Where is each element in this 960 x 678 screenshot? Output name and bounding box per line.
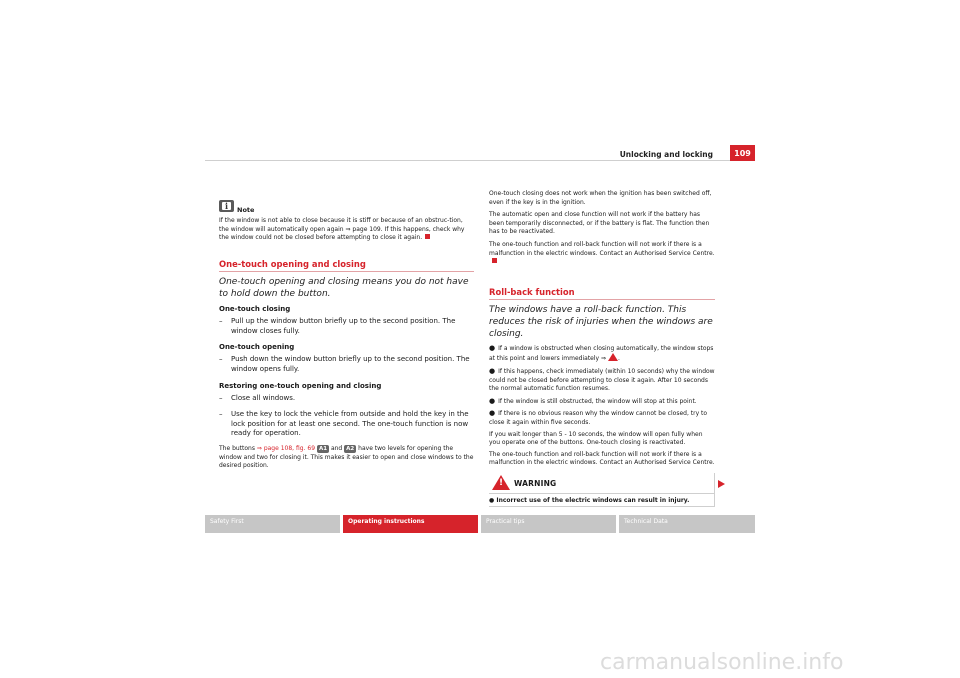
note-text: If the window is not able to close because it is stiff or because of an obstruc-tion, the window will automatically open again ⇒ page 109. If this happens, check why the window could not be closed before attempting to close it again.: [219, 217, 465, 242]
left-column: [219, 195, 474, 471]
heading-rule: [219, 271, 474, 272]
right-paragraph-2: The automatic open and close function will not work if the battery has been temporarily disconnected, or if the battery is flat. The function then has to be reactivated.: [489, 211, 710, 236]
buttons-paragraph: The buttons ⇒ page 108, fig. 69 A1 and A2 have two levels for opening the window and two for closing it. This makes it easier to open and close windows to the desired position.: [219, 445, 474, 470]
rollback-paragraph-2: The one-touch function and roll-back function will not work if there is a malfunction in the electric windows. Contact an Authorised Service Centre.: [489, 450, 715, 467]
warning-label: WARNING: [514, 478, 557, 488]
right-column: [489, 190, 715, 507]
subheading-closing: One-touch closing: [219, 304, 291, 313]
step-restoring-2: – Use the key to lock the vehicle from outside and hold the key in the lock position for at least one second. The one-touch function is now ready for operation.: [219, 410, 474, 439]
page-reference-link[interactable]: ⇒ page 108, fig. 69: [256, 445, 316, 453]
page-number: 109: [730, 145, 755, 161]
section-lead-one-touch: One-touch opening and closing means you do not have to hold down the button.: [219, 276, 469, 299]
bullet-dot-icon: ●: [489, 343, 496, 352]
bullet-dot-icon: ●: [489, 396, 496, 405]
step-opening: – Push down the window button briefly up to the second position. The window opens fully.: [219, 355, 474, 375]
info-note-icon: [219, 200, 234, 212]
right-paragraph-1: One-touch closing does not work when the ignition has been switched off, even if the key is in the ignition.: [489, 190, 712, 206]
watermark-text: carmanualsonline.info: [600, 650, 844, 675]
subheading-opening: One-touch opening: [219, 343, 295, 352]
running-header-title: Unlocking and locking: [619, 150, 713, 159]
warning-triangle-icon: [492, 475, 510, 490]
footer-tab-operating-instructions[interactable]: Operating instructions: [343, 515, 478, 533]
bullet-dot-icon: ●: [489, 409, 496, 418]
bullet-1: ● If a window is obstructed when closing automatically, the window stops at this point and lowers immediately ⇒ .: [489, 343, 714, 363]
right-paragraph-3: The one-touch function and roll-back function will not work if there is a malfunction in the electric windows. Contact an Authorised Service Centre.: [489, 241, 715, 267]
bullet-dot-icon: ●: [489, 366, 496, 375]
section-end-mark-icon: [425, 234, 430, 239]
section-heading-one-touch: One-touch opening and closing: [219, 258, 366, 269]
section-heading-rollback: Roll-back function: [489, 286, 575, 297]
header-rule: [205, 160, 730, 161]
note-heading: [219, 195, 474, 214]
callout-a1: A1: [318, 446, 328, 453]
continued-arrow-icon: [718, 480, 725, 488]
step-restoring-1: – Close all windows.: [219, 394, 474, 404]
bullet-dot-icon: ●: [489, 496, 495, 504]
warning-header: [489, 473, 714, 494]
warning-text: ● Incorrect use of the electric windows can result in injury.: [489, 496, 690, 504]
bullet-2: ● If this happens, check immediately (within 10 seconds) why the window could not be closed before attempting to close it again. After 10 seconds the normal automatic function resumes.: [489, 366, 715, 393]
warning-box: [489, 473, 715, 507]
footer-tab-technical-data[interactable]: Technical Data: [619, 515, 755, 533]
note-label: Note: [237, 206, 255, 214]
section-lead-rollback: The windows have a roll-back function. This reduces the risk of injuries when the windows are closing.: [489, 304, 713, 339]
callout-a2: A2: [346, 446, 355, 453]
bullet-4: ● If there is no obvious reason why the window cannot be closed, try to close it again within five seconds.: [489, 409, 708, 426]
heading-rule: [489, 299, 715, 300]
subheading-restoring: Restoring one-touch opening and closing: [219, 381, 382, 390]
section-end-mark-icon: [492, 258, 497, 263]
bullet-3: ● If the window is still obstructed, the window will stop at this point.: [489, 396, 697, 405]
warning-triangle-icon: [608, 353, 618, 361]
footer-tab-practical-tips[interactable]: Practical tips: [481, 515, 616, 533]
rollback-paragraph-1: If you wait longer than 5 - 10 seconds, the window will open fully when you operate one of the buttons. One-touch closing is reactivated.: [489, 430, 703, 447]
footer-tab-safety-first[interactable]: Safety First: [205, 515, 340, 533]
step-closing: – Pull up the window button briefly up to the second position. The window closes fully.: [219, 317, 474, 337]
